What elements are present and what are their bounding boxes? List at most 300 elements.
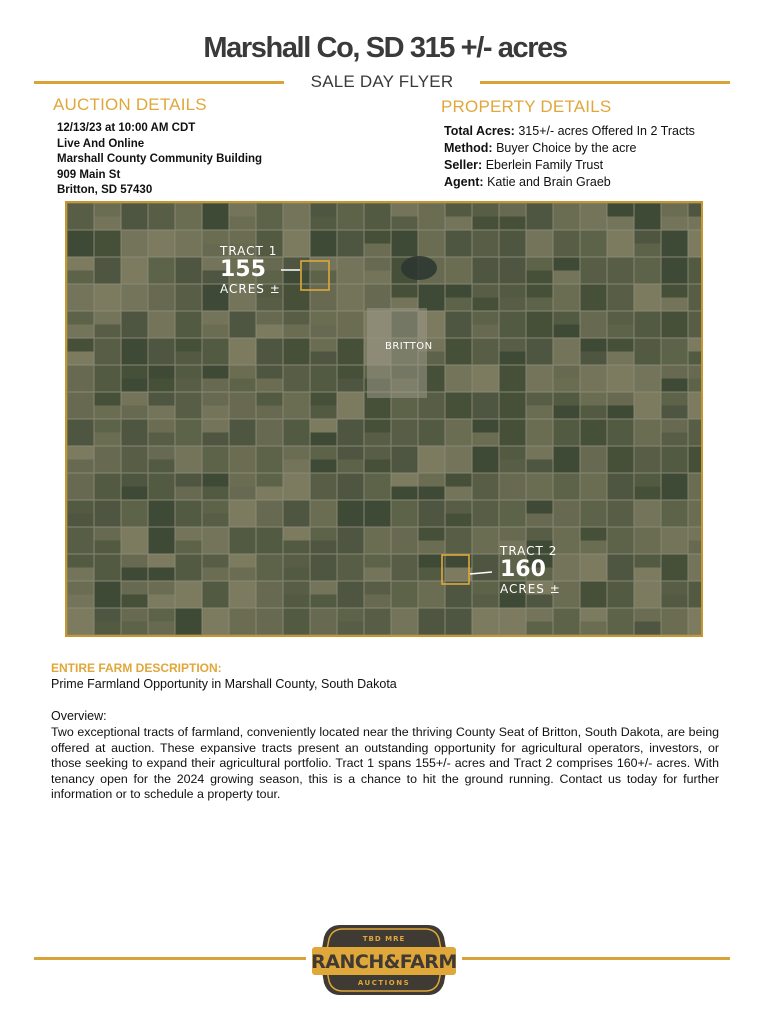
- footer-rule-left: [34, 957, 306, 960]
- field-parcel: [121, 568, 148, 582]
- field-parcel: [256, 608, 283, 635]
- field-parcel: [175, 419, 202, 446]
- field-parcel: [202, 311, 229, 325]
- field-parcel: [310, 406, 337, 420]
- field-parcel: [526, 365, 553, 392]
- field-parcel: [580, 284, 607, 311]
- field-parcel: [148, 284, 175, 311]
- field-parcel: [445, 203, 472, 217]
- field-parcel: [337, 203, 364, 230]
- field-parcel: [472, 554, 499, 581]
- field-parcel: [472, 203, 499, 217]
- field-parcel: [310, 527, 337, 541]
- field-parcel: [229, 379, 256, 393]
- field-parcel: [607, 406, 634, 420]
- field-parcel: [148, 595, 175, 609]
- field-parcel: [472, 338, 499, 352]
- tract1-label: [220, 244, 281, 296]
- field-parcel: [526, 595, 553, 609]
- field-parcel: [634, 284, 661, 311]
- field-parcel: [364, 581, 391, 595]
- field-parcel: [445, 487, 472, 501]
- auction-details-heading: AUCTION DETAILS: [53, 95, 207, 114]
- field-parcel: [364, 568, 391, 582]
- field-parcel: [175, 352, 202, 366]
- field-parcel: [580, 392, 607, 406]
- field-parcel: [310, 203, 337, 217]
- field-parcel: [391, 446, 418, 473]
- field-parcel: [553, 284, 580, 311]
- field-parcel: [364, 203, 391, 230]
- field-parcel: [67, 473, 94, 500]
- field-parcel: [634, 338, 661, 365]
- field-parcel: [364, 527, 391, 554]
- field-parcel: [94, 203, 121, 217]
- field-parcel: [607, 365, 634, 392]
- field-parcel: [688, 311, 701, 325]
- field-parcel: [229, 338, 256, 365]
- field-parcel: [283, 338, 310, 365]
- field-parcel: [661, 257, 688, 284]
- field-parcel: [580, 203, 607, 230]
- field-parcel: [553, 325, 580, 339]
- field-parcel: [499, 257, 526, 284]
- field-parcel: [310, 257, 337, 271]
- field-parcel: [634, 554, 661, 568]
- field-parcel: [121, 311, 148, 325]
- field-parcel: [94, 419, 121, 433]
- field-parcel: [202, 392, 229, 406]
- field-parcel: [121, 500, 148, 527]
- field-parcel: [67, 392, 94, 419]
- field-parcel: [607, 581, 634, 608]
- field-parcel: [364, 554, 391, 568]
- field-parcel: [283, 581, 310, 595]
- field-parcel: [553, 446, 580, 460]
- field-parcel: [256, 500, 283, 527]
- field-parcel: [553, 406, 580, 420]
- field-parcel: [607, 217, 634, 231]
- field-parcel: [634, 311, 661, 338]
- lake: [401, 256, 437, 280]
- field-parcel: [94, 554, 121, 581]
- field-parcel: [553, 473, 580, 487]
- field-parcel: [445, 392, 472, 419]
- field-parcel: [175, 338, 202, 352]
- field-parcel: [148, 554, 175, 568]
- field-parcel: [580, 608, 607, 622]
- field-parcel: [445, 500, 472, 514]
- field-parcel: [283, 608, 310, 635]
- field-parcel: [175, 379, 202, 393]
- field-parcel: [526, 298, 553, 312]
- field-parcel: [202, 608, 229, 635]
- field-parcel: [283, 392, 310, 419]
- tract1-name: TRACT 1: [220, 244, 278, 258]
- field-parcel: [256, 406, 283, 420]
- field-parcel: [364, 257, 391, 271]
- field-parcel: [418, 568, 445, 582]
- field-parcel: [202, 500, 229, 514]
- field-parcel: [688, 581, 701, 608]
- method-value: Buyer Choice by the acre: [496, 141, 637, 155]
- field-parcel: [634, 230, 661, 244]
- field-parcel: [418, 203, 445, 230]
- field-parcel: [337, 311, 364, 338]
- field-parcel: [472, 419, 499, 433]
- field-parcel: [526, 460, 553, 474]
- field-parcel: [580, 406, 607, 420]
- field-parcel: [391, 581, 418, 608]
- field-parcel: [229, 230, 256, 244]
- field-parcel: [607, 230, 634, 257]
- field-parcel: [391, 487, 418, 501]
- field-parcel: [634, 527, 661, 541]
- field-parcel: [526, 271, 553, 285]
- field-parcel: [553, 230, 580, 257]
- field-parcel: [94, 284, 121, 311]
- field-parcel: [94, 433, 121, 447]
- field-parcel: [472, 392, 499, 419]
- field-parcel: [67, 203, 94, 230]
- field-parcel: [499, 500, 526, 514]
- field-parcel: [67, 595, 94, 609]
- field-parcel: [121, 338, 148, 365]
- field-parcel: [337, 460, 364, 474]
- field-parcel: [94, 541, 121, 555]
- field-parcel: [607, 203, 634, 217]
- field-parcel: [94, 257, 121, 271]
- field-parcel: [418, 608, 445, 635]
- field-parcel: [175, 257, 202, 284]
- field-parcel: [256, 311, 283, 325]
- description-subheading: Prime Farmland Opportunity in Marshall County, South Dakota: [51, 677, 397, 691]
- field-parcel: [283, 365, 310, 392]
- field-parcel: [67, 446, 94, 460]
- field-parcel: [418, 487, 445, 501]
- field-parcel: [310, 311, 337, 325]
- field-parcel: [67, 500, 94, 514]
- method-label: Method:: [444, 141, 493, 155]
- field-parcel: [148, 527, 175, 554]
- field-parcel: [364, 284, 391, 311]
- agent-label: Agent:: [444, 175, 484, 189]
- field-parcel: [256, 325, 283, 339]
- field-parcel: [580, 554, 607, 581]
- field-parcel: [607, 608, 634, 635]
- field-parcel: [175, 460, 202, 474]
- field-parcel: [256, 581, 283, 608]
- field-parcel: [310, 325, 337, 339]
- field-parcel: [229, 487, 256, 501]
- field-parcel: [499, 514, 526, 528]
- field-parcel: [310, 500, 337, 527]
- field-parcel: [688, 473, 701, 500]
- field-parcel: [418, 500, 445, 527]
- field-parcel: [499, 203, 526, 217]
- field-parcel: [310, 622, 337, 636]
- field-parcel: [418, 581, 445, 608]
- field-parcel: [175, 541, 202, 555]
- property-total-acres: [444, 123, 695, 140]
- field-parcel: [526, 608, 553, 622]
- field-parcel: [310, 433, 337, 447]
- field-parcel: [148, 365, 175, 379]
- field-parcel: [391, 527, 418, 554]
- seller-value: Eberlein Family Trust: [485, 158, 604, 172]
- field-parcel: [67, 581, 94, 595]
- field-parcel: [310, 392, 337, 406]
- field-parcel: [256, 365, 283, 379]
- field-parcel: [418, 554, 445, 568]
- field-parcel: [229, 554, 256, 568]
- field-parcel: [148, 406, 175, 420]
- field-parcel: [283, 284, 310, 311]
- field-parcel: [94, 622, 121, 636]
- field-parcel: [634, 568, 661, 582]
- total-acres-label: Total Acres:: [444, 124, 515, 138]
- field-parcel: [472, 527, 499, 554]
- field-parcel: [256, 446, 283, 460]
- field-parcel: [310, 271, 337, 285]
- field-parcel: [472, 473, 499, 500]
- field-parcel: [580, 460, 607, 474]
- field-parcel: [121, 325, 148, 339]
- field-parcel: [661, 473, 688, 500]
- field-parcel: [175, 203, 202, 230]
- field-parcel: [445, 554, 472, 568]
- field-parcel: [256, 473, 283, 487]
- field-parcel: [121, 406, 148, 420]
- field-parcel: [445, 284, 472, 298]
- field-parcel: [364, 595, 391, 609]
- field-parcel: [175, 500, 202, 527]
- field-parcel: [94, 311, 121, 325]
- field-parcel: [472, 365, 499, 392]
- field-parcel: [688, 365, 701, 379]
- field-parcel: [310, 581, 337, 595]
- field-parcel: [364, 500, 391, 527]
- field-parcel: [499, 217, 526, 231]
- field-parcel: [202, 203, 229, 230]
- field-parcel: [229, 392, 256, 419]
- field-parcel: [499, 338, 526, 352]
- field-parcel: [445, 568, 472, 582]
- property-details-heading: PROPERTY DETAILS: [441, 97, 612, 116]
- field-parcel: [553, 311, 580, 325]
- field-parcel: [283, 554, 310, 568]
- field-parcel: [337, 379, 364, 393]
- property-details-block: [444, 123, 695, 191]
- field-parcel: [499, 311, 526, 338]
- field-parcel: [364, 446, 391, 460]
- field-parcel: [499, 392, 526, 419]
- field-parcel: [688, 338, 701, 352]
- field-parcel: [472, 595, 499, 609]
- field-parcel: [688, 230, 701, 257]
- property-seller: [444, 157, 695, 174]
- field-parcel: [229, 608, 256, 635]
- field-parcel: [580, 338, 607, 352]
- field-parcel: [121, 595, 148, 609]
- field-parcel: [67, 460, 94, 474]
- agent-value: Katie and Brain Graeb: [487, 175, 611, 189]
- field-parcel: [580, 581, 607, 608]
- field-parcel: [337, 392, 364, 419]
- field-parcel: [661, 311, 688, 338]
- field-parcel: [148, 581, 175, 595]
- field-parcel: [256, 298, 283, 312]
- field-parcel: [256, 527, 283, 554]
- field-parcel: [175, 311, 202, 338]
- field-parcel: [499, 460, 526, 474]
- tract2-acres: 160: [500, 557, 546, 582]
- field-parcel: [499, 527, 526, 541]
- field-parcel: [364, 460, 391, 474]
- field-parcel: [553, 352, 580, 366]
- field-parcel: [526, 514, 553, 528]
- town-area: [367, 308, 427, 398]
- field-parcel: [364, 244, 391, 258]
- auction-details-block: [57, 121, 262, 199]
- field-parcel: [634, 487, 661, 501]
- field-parcel: [364, 419, 391, 433]
- field-parcel: [364, 433, 391, 447]
- field-parcel: [418, 446, 445, 473]
- field-parcel: [472, 257, 499, 284]
- subtitle-row: [34, 72, 730, 94]
- field-parcel: [202, 581, 229, 608]
- field-parcel: [175, 527, 202, 541]
- field-parcel: [526, 392, 553, 406]
- field-parcel: [148, 379, 175, 393]
- field-parcel: [607, 338, 634, 352]
- field-parcel: [499, 595, 526, 609]
- field-parcel: [310, 365, 337, 392]
- field-parcel: [661, 217, 688, 231]
- field-parcel: [607, 554, 634, 581]
- field-parcel: [472, 608, 499, 635]
- field-parcel: [121, 622, 148, 636]
- field-parcel: [580, 541, 607, 555]
- field-parcel: [310, 460, 337, 474]
- field-parcel: [148, 446, 175, 460]
- field-parcel: [121, 487, 148, 501]
- field-parcel: [661, 203, 688, 217]
- field-parcel: [580, 500, 607, 527]
- field-parcel: [283, 203, 310, 230]
- field-parcel: [472, 298, 499, 312]
- field-parcel: [229, 527, 256, 554]
- field-parcel: [337, 338, 364, 365]
- field-parcel: [229, 311, 256, 338]
- field-parcel: [391, 500, 418, 527]
- field-parcel: [526, 325, 553, 339]
- field-parcel: [391, 230, 418, 257]
- field-parcel: [94, 365, 121, 392]
- field-parcel: [688, 379, 701, 393]
- property-agent: [444, 174, 695, 191]
- field-parcel: [418, 284, 445, 311]
- field-parcel: [634, 392, 661, 419]
- field-parcel: [418, 527, 445, 541]
- field-parcel: [283, 419, 310, 446]
- field-parcel: [67, 514, 94, 528]
- field-parcel: [283, 446, 310, 460]
- field-parcel: [67, 311, 94, 325]
- field-parcel: [553, 338, 580, 352]
- field-parcel: [229, 446, 256, 473]
- field-parcel: [256, 338, 283, 365]
- field-parcel: [634, 365, 661, 379]
- field-parcel: [202, 325, 229, 339]
- field-parcel: [202, 230, 229, 244]
- field-parcel: [661, 284, 688, 298]
- property-method: [444, 140, 695, 157]
- field-parcel: [661, 419, 688, 433]
- field-parcel: [391, 203, 418, 217]
- field-parcel: [229, 500, 256, 527]
- field-parcel: [148, 338, 175, 365]
- overview-text: Two exceptional tracts of farmland, conveniently located near the thriving County Seat of Britton, South Dakota, are being offered at auction. These expansive tracts present an outstanding opportunity for agricultural operators, investors, or those seeking to expand their agricultural portfolio. Tract 1 spans 155+/- acres and Tract 2 comprises 160+/- acres. With tenancy open for the 2024 growing season, this is a chance to hit the ground running. Contact us today for further information or to schedule a property tour.: [51, 725, 719, 801]
- field-parcel: [283, 460, 310, 474]
- field-parcel: [202, 338, 229, 365]
- field-parcel: [175, 487, 202, 501]
- tract1-unit: ACRES ±: [220, 282, 281, 296]
- field-parcel: [337, 581, 364, 608]
- field-parcel: [337, 500, 364, 527]
- field-parcel: [580, 622, 607, 636]
- field-parcel: [121, 392, 148, 406]
- field-parcel: [688, 257, 701, 284]
- field-parcel: [661, 554, 688, 581]
- field-parcel: [499, 284, 526, 298]
- field-parcel: [283, 541, 310, 555]
- field-parcel: [148, 568, 175, 582]
- field-parcel: [553, 365, 580, 379]
- field-parcel: [607, 311, 634, 325]
- field-parcel: [148, 622, 175, 636]
- field-parcel: [418, 230, 445, 257]
- field-parcel: [634, 500, 661, 527]
- field-parcel: [553, 433, 580, 447]
- field-parcel: [688, 608, 701, 635]
- field-parcel: [256, 379, 283, 393]
- logo-top-text: TBD MRE: [362, 935, 406, 943]
- field-parcel: [472, 217, 499, 231]
- field-parcel: [499, 446, 526, 460]
- field-parcel: [94, 581, 121, 608]
- field-parcel: [445, 338, 472, 365]
- field-parcel: [310, 338, 337, 352]
- field-parcel: [94, 271, 121, 285]
- field-parcel: [391, 608, 418, 635]
- field-parcel: [499, 352, 526, 366]
- field-parcel: [688, 541, 701, 555]
- field-parcel: [148, 500, 175, 527]
- field-parcel: [310, 217, 337, 231]
- field-parcel: [337, 473, 364, 500]
- field-parcel: [175, 365, 202, 379]
- field-parcel: [526, 446, 553, 460]
- field-parcel: [580, 433, 607, 447]
- auction-date-time: 12/13/23 at 10:00 AM CDT: [57, 122, 196, 134]
- field-parcel: [337, 446, 364, 460]
- field-parcel: [472, 581, 499, 595]
- field-parcel: [283, 271, 310, 285]
- field-parcel: [256, 460, 283, 474]
- field-parcel: [202, 446, 229, 473]
